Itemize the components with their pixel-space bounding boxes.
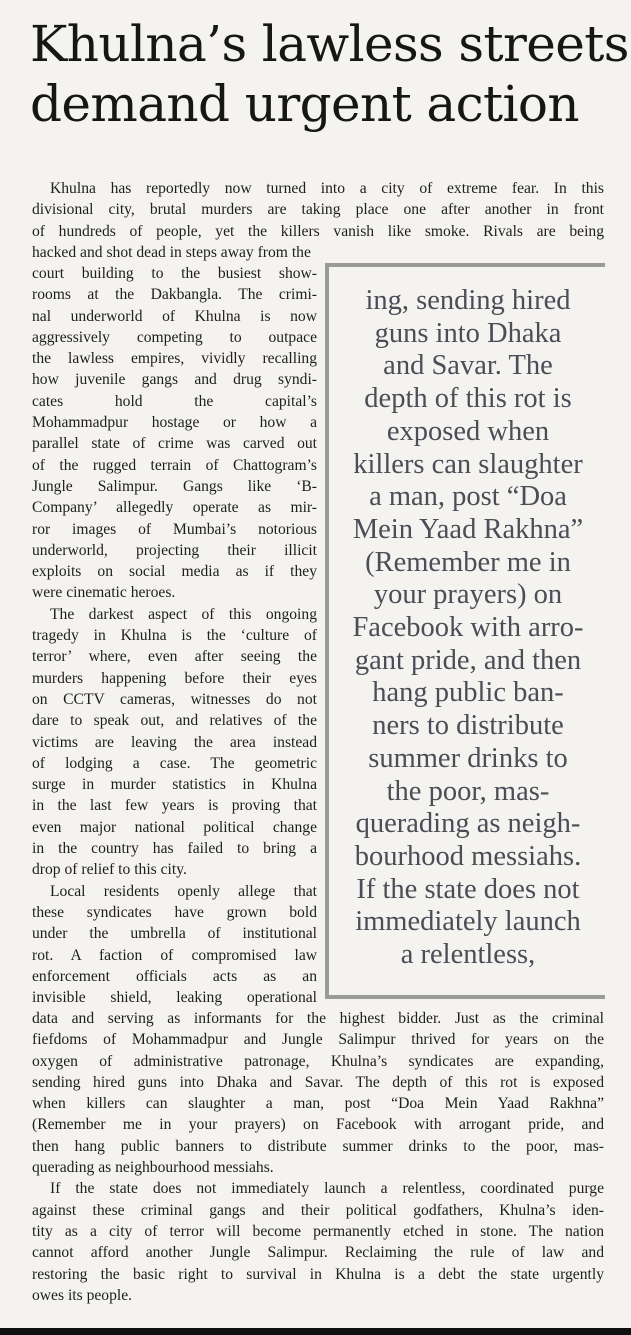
pull-quote-line: ners to distribute [372, 710, 564, 742]
pull-quote [333, 285, 603, 972]
body-line: rot. A faction of compromised law [32, 946, 317, 964]
body-line: sending hired guns into Dhaka and Savar. The depth of this rot is exposed [32, 1073, 604, 1091]
body-line: against these criminal gangs and their political godfathers, Khulna’s iden- [32, 1201, 604, 1219]
body-line: (Remember me in your prayers) on Facebook with arrogant pride, and [32, 1116, 604, 1134]
body-line: enforcement officials acts as an [32, 967, 317, 985]
pull-quote-line: ing, sending hired [365, 285, 571, 316]
pull-quote-line: Facebook with arro- [352, 612, 584, 644]
pull-quote-line: gant pride, and then [354, 644, 582, 676]
pull-quote-line: and Savar. The [383, 350, 553, 382]
pull-quote-line: a relentless, [400, 939, 536, 971]
body-line: cates hold the capital’s [32, 392, 317, 410]
body-line: under the umbrella of institutional [32, 925, 317, 943]
body-line: tity as a city of terror will become permanently etched in stone. The nation [32, 1222, 604, 1240]
headline-line: demand urgent action [30, 75, 580, 133]
body-line: on CCTV cameras, witnesses do not [32, 690, 317, 708]
body-line: exploits on social media as if they [32, 563, 317, 581]
body-line: then hang public banners to distribute summer drinks to the poor, mas- [32, 1137, 604, 1155]
pull-quote-line: immediately launch [355, 906, 581, 938]
body-line: murders happening before their eyes [32, 669, 317, 687]
pull-quote-line: hang public ban- [372, 677, 564, 709]
pull-quote-line: querading as neigh- [355, 808, 581, 840]
body-line: court building to the busiest show- [32, 265, 317, 282]
body-line: surge in murder statistics in Khulna [32, 776, 317, 794]
body-line: even major national political change [32, 818, 317, 836]
pull-quote-line: (Remember me in [365, 546, 571, 578]
body-line: of hundreds of people, yet the killers vanish like smoke. Rivals are being [32, 222, 604, 240]
body-line: tragedy in Khulna is the ‘culture of [32, 627, 317, 645]
pull-quote-line: guns into Dhaka [374, 317, 562, 349]
body-line: in the last few years is proving that [32, 797, 317, 815]
body-line: were cinematic heroes. [32, 584, 176, 602]
body-line: in the country has failed to bring a [32, 840, 317, 858]
body-line: how juvenile gangs and drug syndi- [32, 371, 317, 389]
body-line: If the state does not immediately launch a relentless, coordinated purge [50, 1180, 604, 1198]
article-headline [30, 14, 629, 134]
body-line: nal underworld of Khulna is now [32, 307, 317, 325]
body-line: owes its people. [32, 1286, 133, 1304]
body-line: Local residents openly allege that [50, 882, 317, 900]
body-line: Company’ allegedly operate as mir- [32, 499, 317, 517]
body-line: of the rugged terrain of Chattogram’s [32, 456, 317, 474]
body-line: fiefdoms of Mohammadpur and Jungle Salimpur thrived for years on the [32, 1031, 604, 1049]
body-line: underworld, projecting their illicit [32, 541, 317, 559]
pull-quote-line: bourhood messiahs. [354, 840, 582, 872]
body-line: divisional city, brutal murders are taking place one after another in front [32, 201, 604, 219]
body-line: ror images of Mumbai’s notorious [32, 520, 317, 538]
body-line: terror’ where, even after seeing the [32, 648, 317, 666]
article-intro [32, 178, 604, 263]
pull-quote-line: depth of this rot is [364, 383, 572, 415]
pull-quote-line: summer drinks to [368, 742, 568, 774]
body-line: invisible shield, leaking operational [32, 989, 317, 1007]
body-line: when killers can slaughter a man, post “Doa Mein Yaad Rakhna” [32, 1095, 604, 1113]
body-line: data and serving as informants for the highest bidder. Just as the criminal [32, 1010, 604, 1027]
body-line: of lodging a case. The geometric [32, 754, 317, 772]
body-line: these syndicates have grown bold [32, 903, 317, 921]
body-line: cannot afford another Jungle Salimpur. Reclaiming the rule of law and [32, 1244, 604, 1262]
article-continuation [32, 1008, 604, 1306]
pull-quote-line: your prayers) on [373, 579, 563, 611]
pull-quote-line: exposed when [386, 415, 550, 447]
body-line: drop of relief to this city. [32, 861, 187, 879]
article-left-column [32, 263, 317, 1008]
body-line: aggressively competing to outpace [32, 328, 317, 346]
body-line: Jungle Salimpur. Gangs like ‘B- [32, 477, 317, 495]
body-line: Mohammadpur hostage or how a [32, 414, 317, 432]
headline-line: Khulna’s lawless streets [30, 15, 629, 73]
body-line: Khulna has reportedly now turned into a city of extreme fear. In this [50, 180, 604, 197]
body-line: parallel state of crime was carved out [32, 435, 317, 453]
body-line: The darkest aspect of this ongoing [50, 605, 317, 623]
pull-quote-line: a man, post “Doa [369, 481, 567, 513]
body-line: victims are leaving the area instead [32, 733, 317, 751]
body-line: dare to speak out, and relatives of the [32, 712, 317, 730]
pull-quote-line: Mein Yaad Rakhna” [352, 513, 584, 545]
pull-quote-line: killers can slaughter [353, 448, 583, 480]
body-line: rooms at the Dakbangla. The crimi- [32, 286, 317, 304]
pull-quote-line: If the state does not [356, 873, 580, 905]
body-line: hacked and shot dead in steps away from the [32, 243, 311, 261]
body-line: restoring the basic right to survival in Khulna is a debt the state urgently [32, 1265, 604, 1283]
body-line: the lawless empires, vividly recalling [32, 350, 317, 368]
body-line: oxygen of administrative patronage, Khulna’s syndicates are expanding, [32, 1052, 604, 1070]
body-line: querading as neighbourhood messiahs. [32, 1159, 274, 1177]
page-bottom-rule [0, 1328, 631, 1335]
pull-quote-line: the poor, mas- [386, 775, 550, 807]
